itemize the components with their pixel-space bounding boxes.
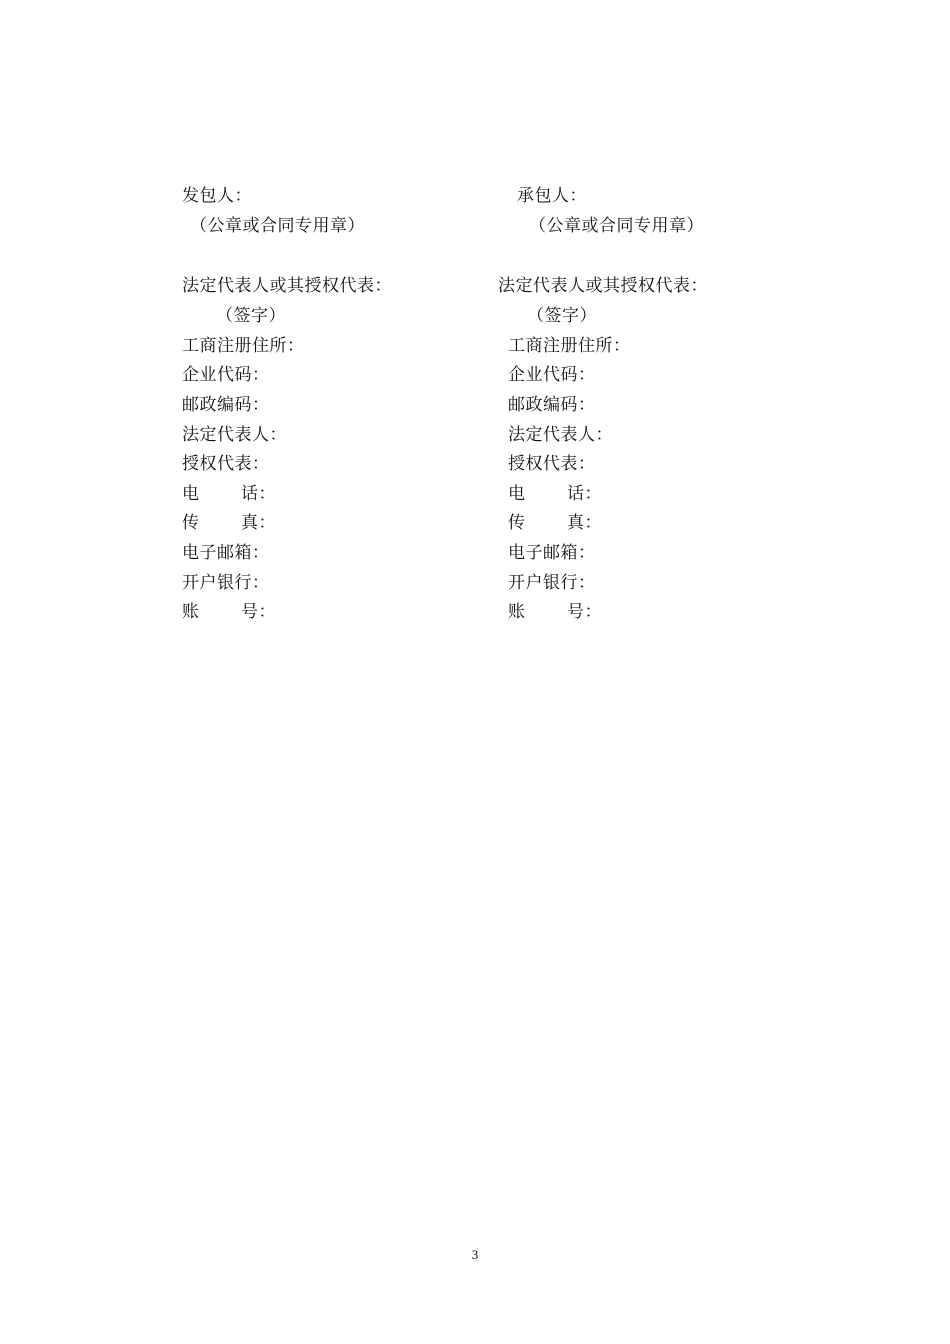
employer-auth-rep-label: 授权代表：: [182, 454, 270, 474]
contractor-seal-note: （公章或合同专用章）: [529, 216, 704, 236]
employer-legal-rep-label: 法定代表人：: [182, 425, 287, 445]
employer-fax-label-a: 传: [182, 513, 200, 533]
employer-account-label: [182, 601, 276, 623]
employer-address-label: 工商注册住所：: [182, 336, 305, 356]
employer-phone-label-a: 电: [182, 484, 200, 504]
employer-seal-note: （公章或合同专用章）: [190, 216, 365, 236]
employer-account-label-b: 号：: [241, 602, 276, 622]
contractor-sign-note: （签字）: [527, 306, 597, 326]
contractor-fax-label-b: 真：: [567, 513, 602, 533]
contractor-phone-label: [508, 483, 602, 505]
contractor-address-label: 工商注册住所：: [508, 336, 631, 356]
contractor-bank-label: 开户银行：: [508, 573, 596, 593]
contractor-fax-label: [508, 512, 602, 534]
employer-fax-label-b: 真：: [241, 513, 276, 533]
contractor-phone-label-b: 话：: [567, 484, 602, 504]
employer-sign-note: （签字）: [216, 306, 286, 326]
contractor-auth-rep-label: 授权代表：: [508, 454, 596, 474]
employer-bank-label: 开户银行：: [182, 573, 270, 593]
contractor-code-label: 企业代码：: [508, 365, 596, 385]
contractor-account-label-b: 号：: [567, 602, 602, 622]
contractor-email-label: 电子邮箱：: [508, 543, 596, 563]
employer-phone-label: [182, 483, 276, 505]
contractor-account-label: [508, 601, 602, 623]
employer-fax-label: [182, 512, 276, 534]
employer-email-label: 电子邮箱：: [182, 543, 270, 563]
contractor-postcode-label: 邮政编码：: [508, 395, 596, 415]
contractor-label: 承包人：: [517, 186, 587, 206]
employer-label: 发包人：: [182, 186, 252, 206]
employer-account-label-a: 账: [182, 602, 200, 622]
contractor-phone-label-a: 电: [508, 484, 526, 504]
employer-code-label: 企业代码：: [182, 365, 270, 385]
employer-rep-label: 法定代表人或其授权代表：: [182, 276, 392, 296]
employer-phone-label-b: 话：: [241, 484, 276, 504]
contractor-rep-label: 法定代表人或其授权代表：: [498, 276, 708, 296]
contractor-account-label-a: 账: [508, 602, 526, 622]
contractor-fax-label-a: 传: [508, 513, 526, 533]
contractor-legal-rep-label: 法定代表人：: [508, 425, 613, 445]
page-number: 3: [471, 1247, 479, 1262]
employer-postcode-label: 邮政编码：: [182, 395, 270, 415]
